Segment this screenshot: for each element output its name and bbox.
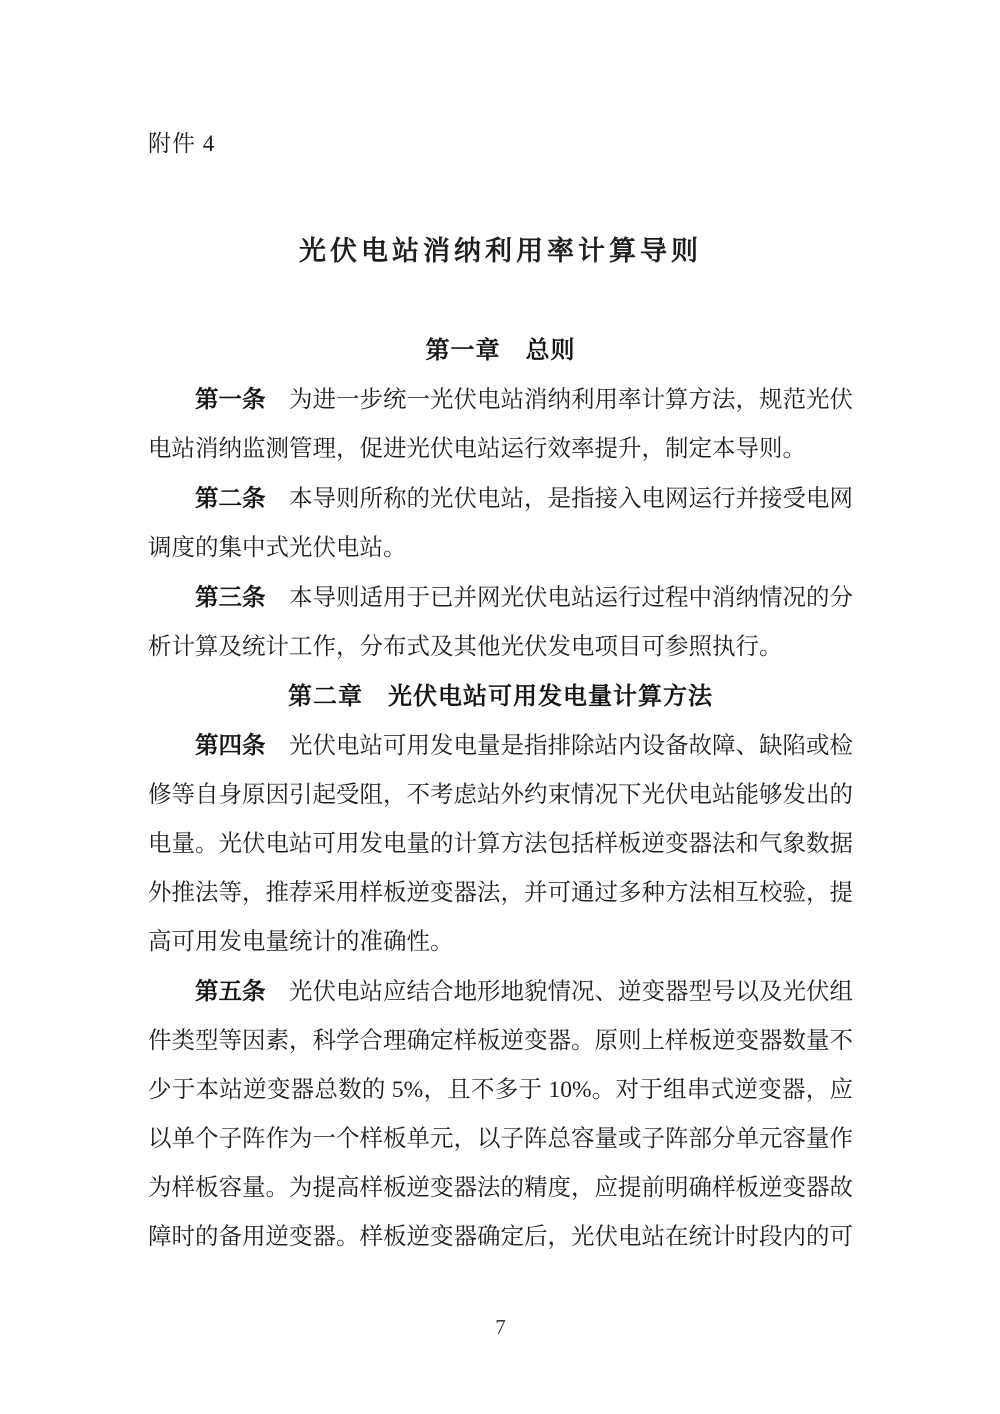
article-label: 第二条 [195, 485, 266, 511]
article-text: 光伏电站可用发电量是指排除站内设备故障、缺陷或检修等自身原因引起受阻，不考虑站外约束情况下光伏电站能够发出的电量。光伏电站可用发电量的计算方法包括样板逆变器法和气象数据外推法等，推荐采用样板逆变器法，并可通过多种方法相互校验，提高可用发电量统计的准确性。 [148, 733, 853, 955]
document-title: 光伏电站消纳利用率计算导则 [299, 236, 702, 266]
chapter-heading: 第一章 总则 [425, 337, 576, 364]
article-paragraph [148, 474, 853, 573]
chapter-heading: 第二章 光伏电站可用发电量计算方法 [288, 683, 713, 710]
article-paragraph [148, 721, 853, 967]
article-text: 本导则适用于已并网光伏电站运行过程中消纳情况的分析计算及统计工作，分布式及其他光伏发电项目可参照执行。 [148, 585, 853, 660]
document-body [148, 326, 853, 1262]
article-paragraph [148, 375, 853, 474]
article-label: 第四条 [195, 732, 266, 758]
article-label: 第三条 [195, 584, 266, 610]
article-paragraph [148, 967, 853, 1262]
article-label: 第五条 [195, 978, 266, 1004]
article-label: 第一条 [195, 386, 266, 412]
article-text: 为进一步统一光伏电站消纳利用率计算方法，规范光伏电站消纳监测管理，促进光伏电站运行效率提升，制定本导则。 [148, 387, 853, 462]
page-number: 7 [495, 1315, 506, 1339]
attachment-label: 附件 4 [148, 131, 216, 156]
article-text: 光伏电站应结合地形地貌情况、逆变器型号以及光伏组件类型等因素，科学合理确定样板逆变器。原则上样板逆变器数量不少于本站逆变器总数的 5%，且不多于 10%。对于组串式逆变器，应以单个子阵作为一个样板单元，以子阵总容量或子阵部分单元容量作为样板容量。为提高样板逆变器法的精度，应提前明确样板逆变器故障时的备用逆变器。样板逆变器确定后，光伏电站在统计时段内的可 [148, 979, 853, 1250]
article-paragraph [148, 573, 853, 672]
article-text: 本导则所称的光伏电站，是指接入电网运行并接受电网调度的集中式光伏电站。 [148, 486, 853, 561]
